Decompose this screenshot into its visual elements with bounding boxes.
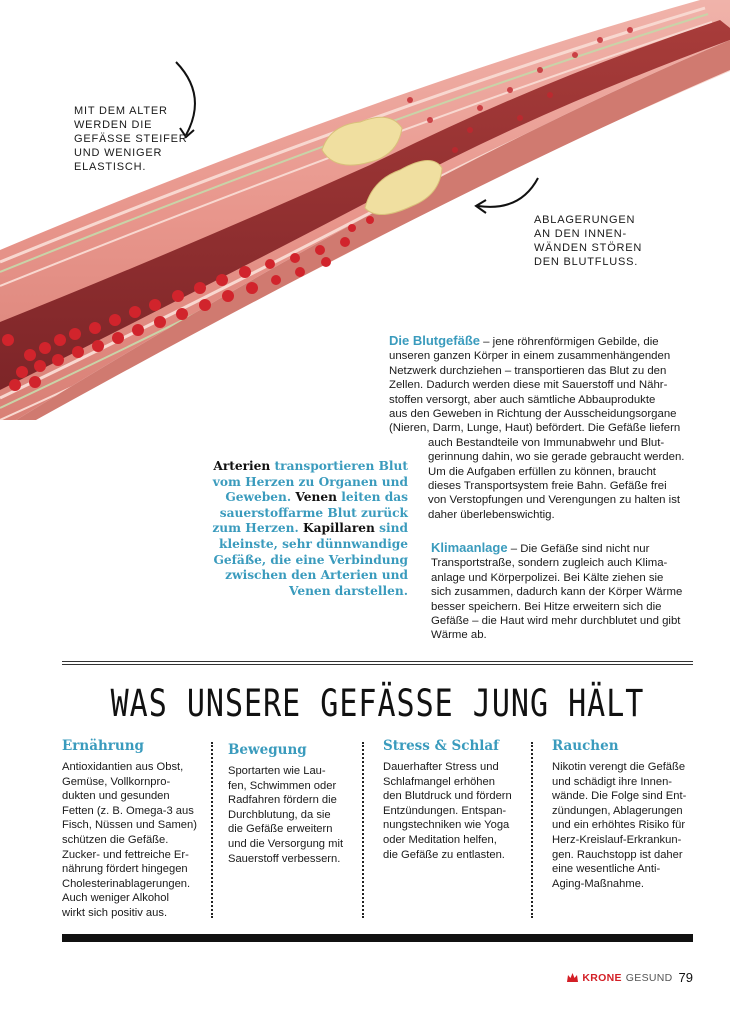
intro-line: aus den Geweben in Richtung der Ausscheidungsorgane — [389, 408, 677, 421]
tip-heading: Rauchen — [552, 738, 619, 754]
section-title: WAS UNSERE GEFÄSSE JUNG HÄLT — [110, 682, 645, 726]
sidebar-line: zwischen den Arterien und — [225, 568, 408, 583]
sidebar-line: vom Herzen zu Organen und — [212, 474, 408, 489]
tip-heading: Ernährung — [62, 738, 144, 754]
climate-line: anlage und Körperpolizei. Bei Kälte ziehen sie — [431, 571, 664, 584]
intro-line: Zellen. Dadurch werden diese mit Sauerstoff und Nähr- — [389, 379, 668, 392]
sidebar-line: Gefäße, die eine Verbindung — [213, 552, 408, 567]
intro-line: daher überlebenswichtig. — [428, 508, 555, 521]
callout-deposits-line: AN DEN INNEN- — [534, 228, 627, 240]
intro-line: unseren ganzen Körper in einem zusammenhängenden — [389, 350, 671, 363]
section-divider — [62, 661, 693, 665]
intro-line: Um die Aufgaben erfüllen zu können, braucht — [428, 465, 656, 478]
intro-line: (Nieren, Darm, Lunge, Haut) befördert. Die Gefäße liefern — [389, 422, 681, 435]
climate-lead: Klimaanlage — [431, 540, 508, 555]
climate-line: Wärme ab. — [431, 629, 487, 642]
page-footer — [567, 970, 693, 985]
tip-column-stress-sleep — [383, 738, 531, 862]
climate-line: sich zusammen, dadurch kann der Körper Wärme — [431, 586, 683, 599]
intro-line: auch Bestandteile von Immunabwehr und Blut- — [428, 436, 665, 449]
bottom-rule — [62, 934, 693, 942]
callout-age-line: WERDEN DIE — [74, 119, 153, 131]
intro-lead: Die Blutgefäße — [389, 333, 481, 348]
tip-text: Sportarten wie Lau- fen, Schwimmen oder Radfahren fördern die Durchblutung, da sie die Gefäße erweitern und die Versorgung mit Sauerstoff verbessern. — [228, 765, 344, 865]
climate-line: Gefäße – die Haut wird mehr durchblutet und gibt — [431, 615, 681, 628]
intro-line: stoffen versorgt, aber auch sämtliche Abbauprodukte — [389, 393, 656, 406]
sidebar-line: Geweben. Venen leiten das — [225, 490, 408, 505]
climate-line: besser speichern. Bei Hitze erweitern sich die — [431, 600, 662, 613]
climate-paragraph — [431, 541, 696, 643]
callout-deposits-line: ABLAGERUNGEN — [534, 214, 636, 226]
tip-heading: Stress & Schlaf — [383, 738, 499, 754]
intro-paragraph — [389, 334, 689, 522]
tip-text: Antioxidantien aus Obst, Gemüse, Vollkornpro- dukten und gesunden Fetten (z. B. Omega-3 aus Fisch, Nüssen und Samen) schützen die Gefäße. Zucker- und fettreiche Er- nährung fördert hingegen Cholesterinablagerungen. Auch weniger Alkohol wirkt sich positiv aus. — [62, 761, 197, 919]
intro-line: – jene röhrenförmigen Gebilde, die — [480, 336, 659, 348]
tip-column-smoking — [552, 738, 698, 891]
intro-line: dieses Transportsystem freie Bahn. Gefäße frei — [428, 480, 667, 493]
column-divider — [211, 742, 213, 918]
page-number: 79 — [678, 970, 693, 985]
climate-line: – Die Gefäße sind nicht nur — [507, 543, 650, 555]
callout-age-line: MIT DEM ALTER — [74, 105, 168, 117]
callout-deposits — [534, 213, 642, 269]
column-divider — [362, 742, 364, 918]
tip-text: Nikotin verengt die Gefäße und schädigt ihre Innen- wände. Die Folge sind Ent- zündungen, Ablagerungen und ein erhöhtes Risiko für Herz-Kreislauf-Erkrankun- gen. Rauchstopp ist daher eine wesentliche Anti- Aging-Maßnahme. — [552, 761, 687, 890]
tip-column-exercise — [228, 742, 356, 866]
crown-icon — [567, 973, 578, 983]
column-divider — [531, 742, 533, 918]
callout-age-line: ELASTISCH. — [74, 161, 147, 173]
callout-age-line: GEFÄSSE STEIFER — [74, 133, 188, 145]
callout-deposits-line: DEN BLUTFLUSS. — [534, 256, 639, 268]
callout-deposits-line: WÄNDEN STÖREN — [534, 242, 643, 254]
intro-line: gerinnung dahin, wo sie gerade gebraucht werden. — [428, 451, 685, 464]
intro-line: Netzwerk durchziehen – transportieren das Blut zu den — [389, 364, 667, 377]
vessel-types-sidebar — [180, 459, 408, 599]
tip-heading: Bewegung — [228, 742, 307, 758]
sidebar-line: sauerstoffarme Blut zurück — [219, 505, 408, 520]
tip-text: Dauerhafter Stress und Schlafmangel erhöhen den Blutdruck und fördern Entzündungen. Entspan- nungstechniken wie Yoga oder Meditation helfen, die Gefäße zu entlasten. — [383, 761, 512, 861]
sidebar-line: Arterien transportieren Blut — [213, 459, 408, 473]
sidebar-line: Venen darstellen. — [288, 583, 408, 598]
intro-line: von Verstopfungen und Verengungen zu halten ist — [428, 494, 681, 507]
sidebar-line: zum Herzen. Kapillaren sind — [212, 521, 408, 536]
footer-brand: KRONE — [582, 971, 622, 984]
sidebar-line: kleinste, sehr dünnwandige — [219, 536, 408, 551]
tip-column-nutrition — [62, 738, 202, 921]
footer-section: GESUND — [625, 971, 673, 984]
callout-age-line: UND WENIGER — [74, 147, 163, 159]
climate-line: Transportstraße, sondern zugleich auch Klima- — [431, 557, 668, 570]
callout-age — [74, 104, 187, 174]
